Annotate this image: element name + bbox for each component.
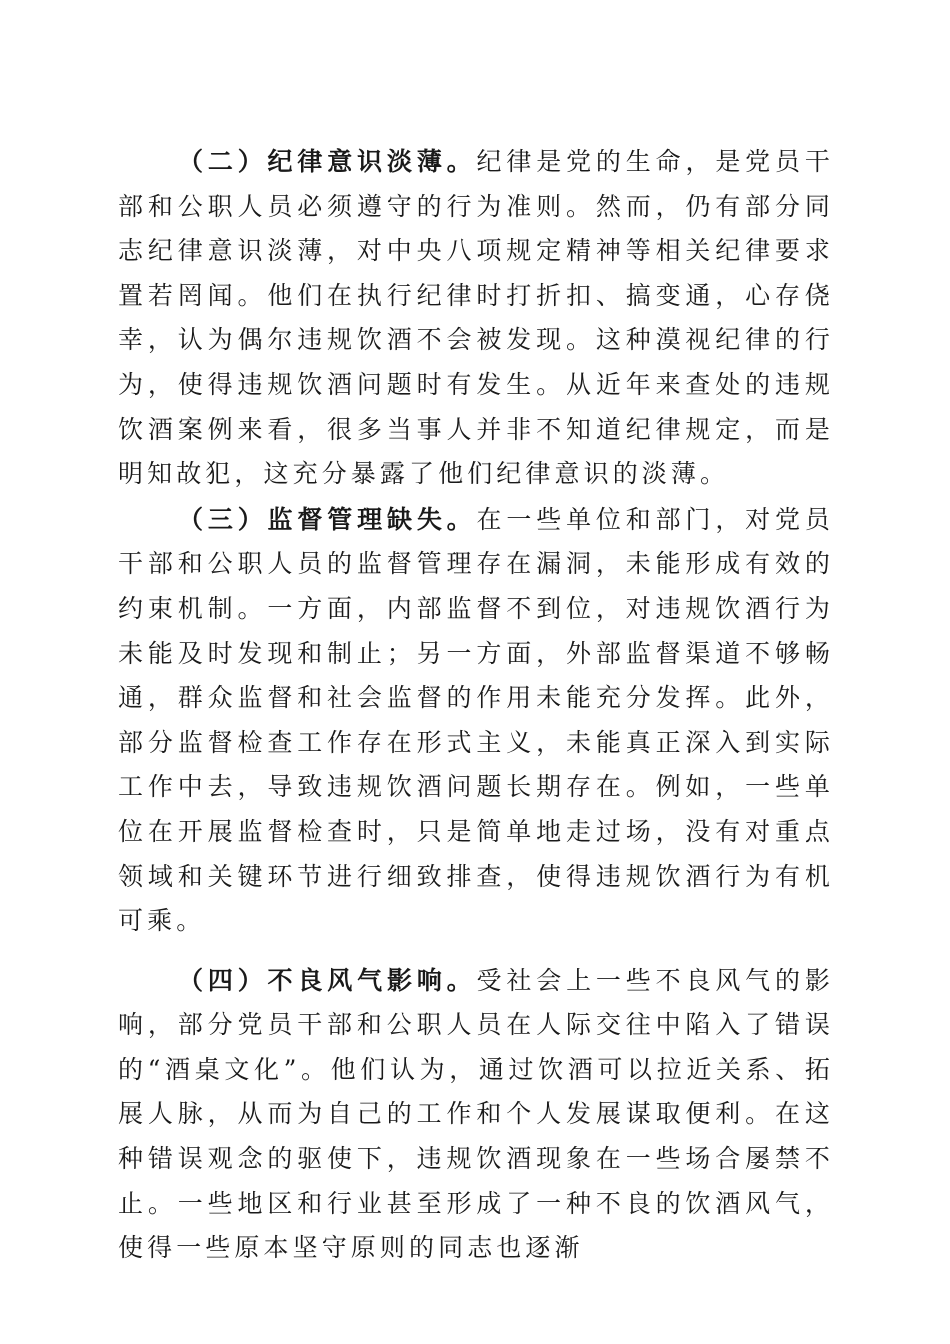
document-body [118, 140, 834, 1271]
section-heading: （三）监督管理缺失。 [178, 504, 477, 534]
section-heading: （四）不良风气影响。 [178, 965, 477, 995]
paragraph-discipline-awareness [118, 140, 834, 497]
paragraph-text: 在一些单位和部门，对党员干部和公职人员的监督管理存在漏洞，未能形成有效的约束机制。一方面，内部监督不到位，对违规饮酒行为未能及时发现和制止；另一方面，外部监督渠道不够畅通，群众监督和社会监督的作用未能充分发挥。此外，部分监督检查工作存在形式主义，未能真正深入到实际工作中去，导致违规饮酒问题长期存在。例如，一些单位在开展监督检查时，只是简单地走过场，没有对重点领域和关键环节进行细致排查，使得违规饮酒行为有机可乘。 [118, 504, 834, 936]
paragraph-supervision-lacking [118, 498, 834, 944]
paragraph-text: 纪律是党的生命，是党员干部和公职人员必须遵守的行为准则。然而，仍有部分同志纪律意识淡薄，对中央八项规定精神等相关纪律要求置若罔闻。他们在执行纪律时打折扣、搞变通，心存侥幸，认为偶尔违规饮酒不会被发现。这种漠视纪律的行为，使得违规饮酒问题时有发生。从近年来查处的违规饮酒案例来看，很多当事人并非不知道纪律规定，而是明知故犯，这充分暴露了他们纪律意识的淡薄。 [118, 147, 834, 489]
paragraph-text: 受社会上一些不良风气的影响，部分党员干部和公职人员在人际交往中陷入了错误的“酒桌文化”。他们认为，通过饮酒可以拉近关系、拓展人脉，从而为自己的工作和个人发展谋取便利。在这种错误观念的驱使下，违规饮酒现象在一些场合屡禁不止。一些地区和行业甚至形成了一种不良的饮酒风气，使得一些原本坚守原则的同志也逐渐 [118, 965, 834, 1263]
section-heading: （二）纪律意识淡薄。 [178, 147, 477, 176]
paragraph-bad-atmosphere [118, 959, 834, 1271]
